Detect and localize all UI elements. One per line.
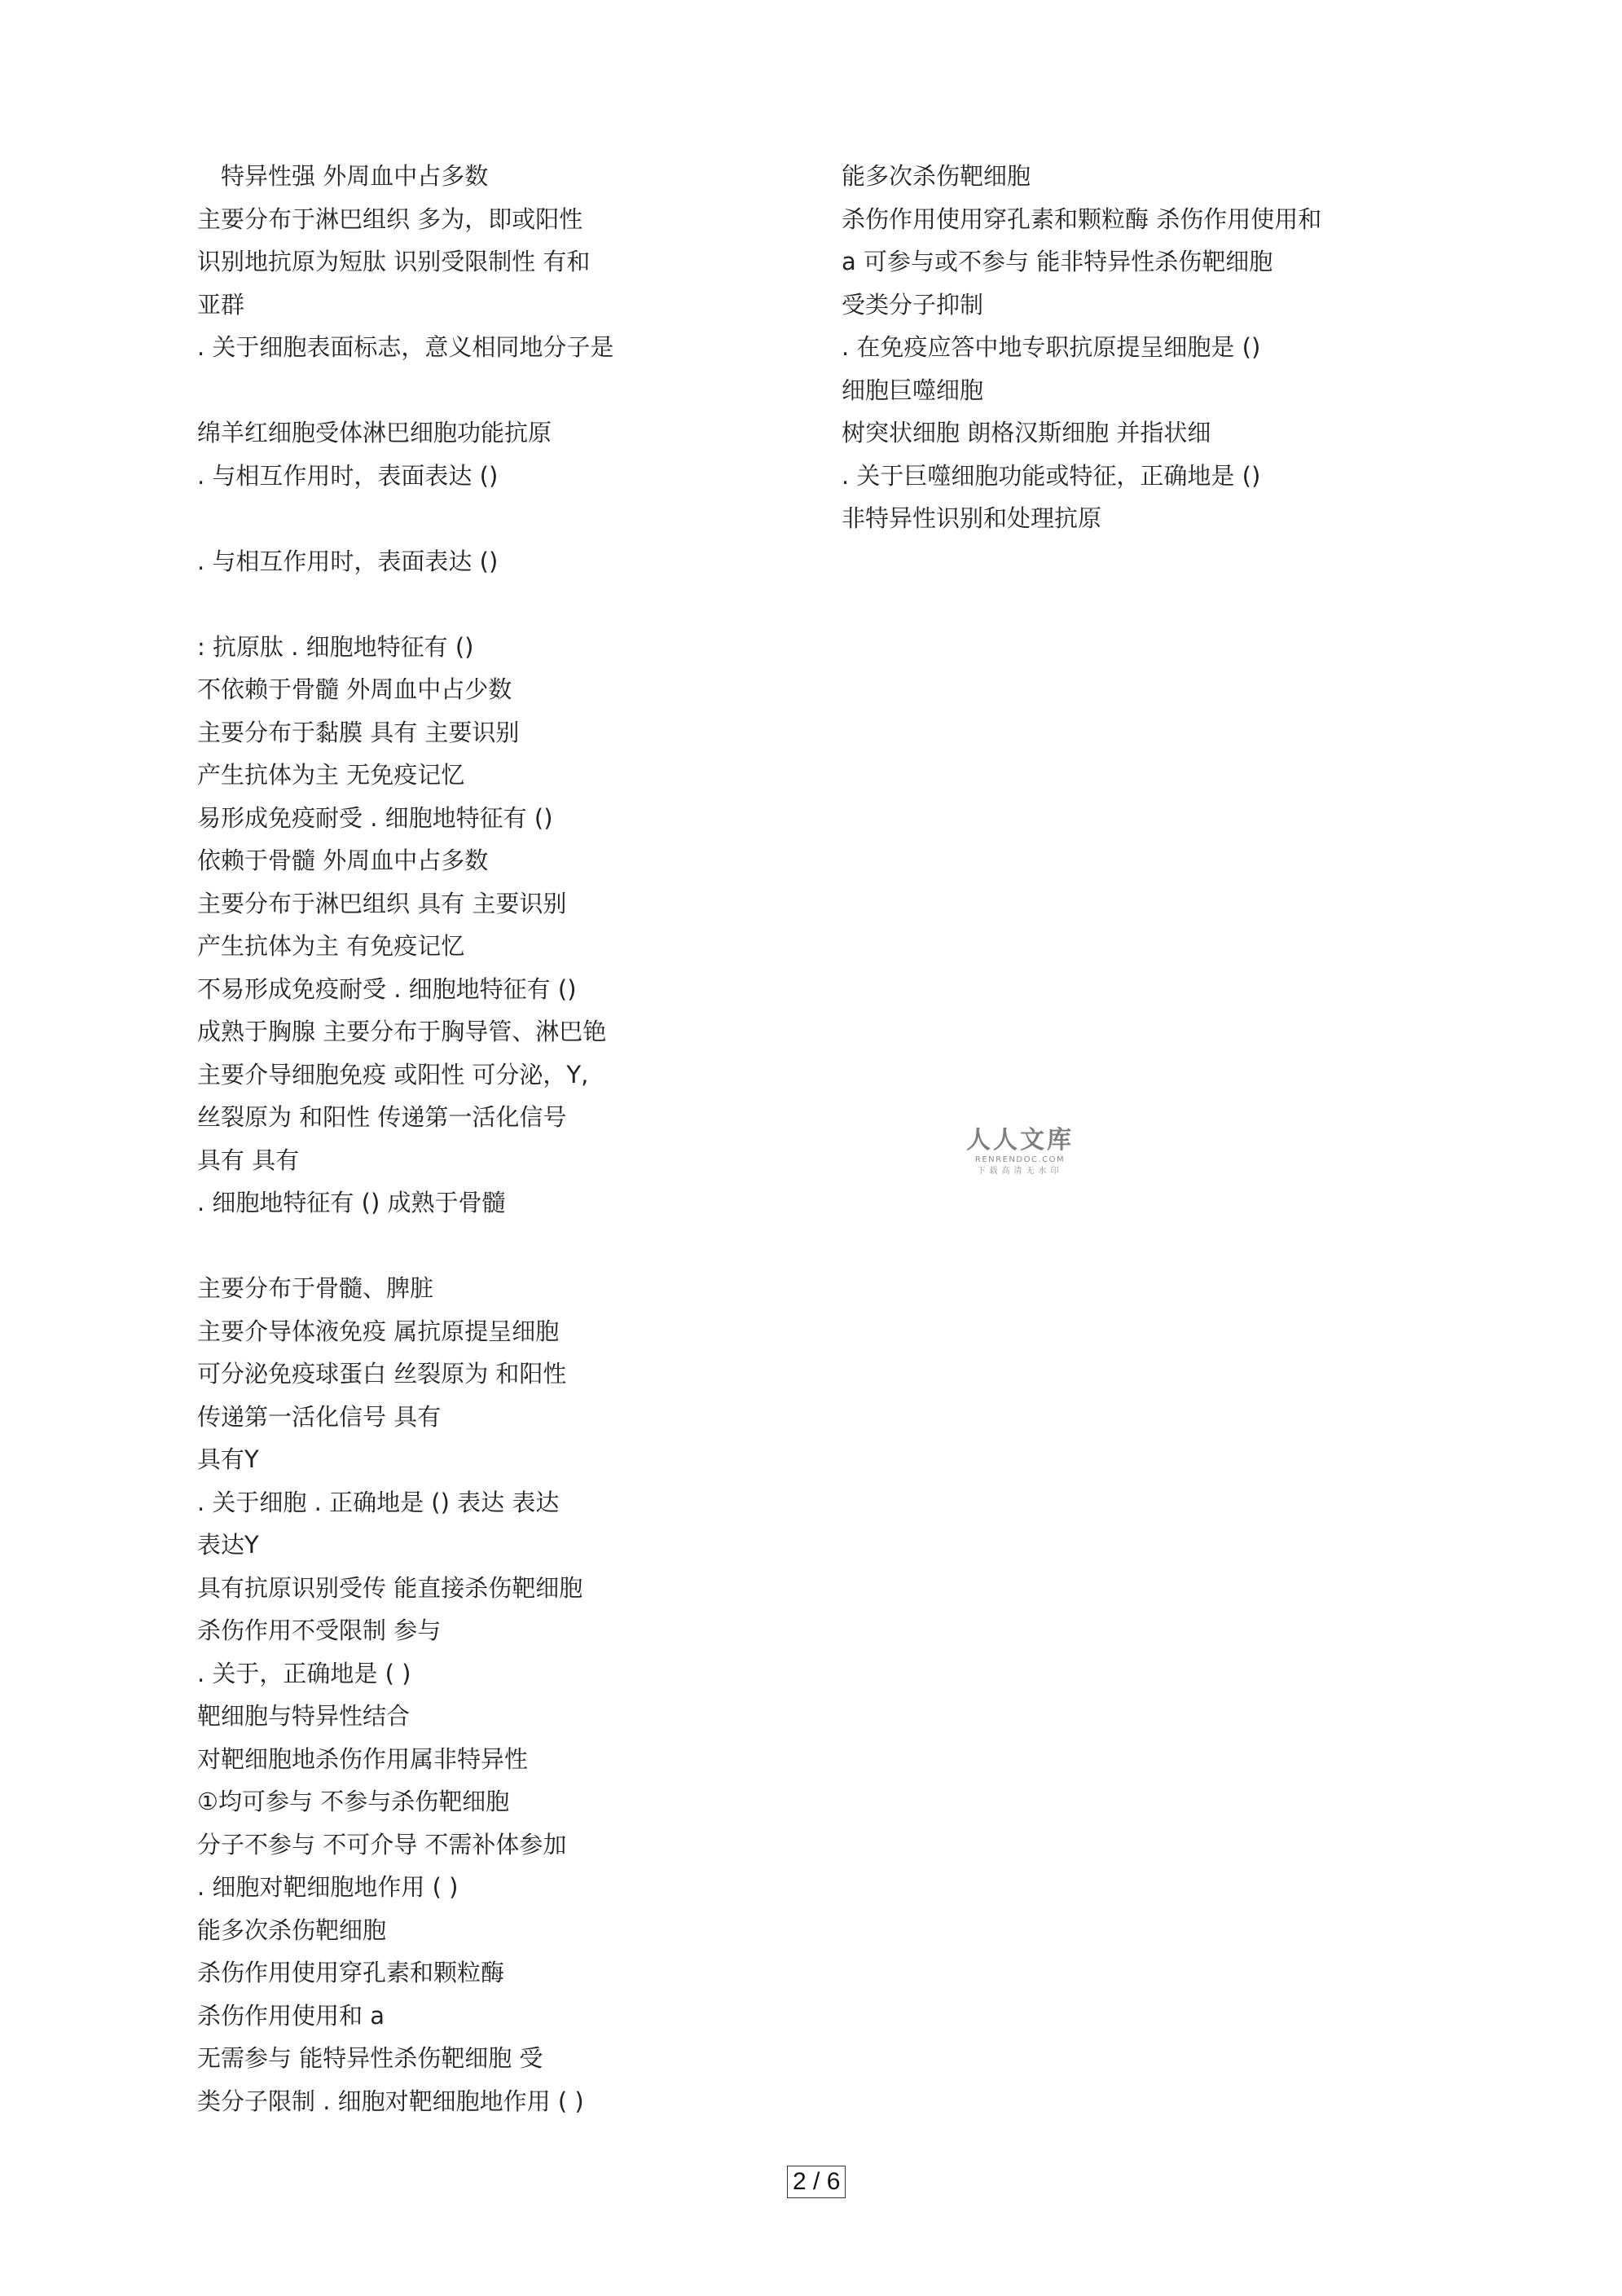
text-line: 易形成免疫耐受 . 细胞地特征有 () — [197, 803, 553, 832]
text-line: . 细胞对靶细胞地作用 ( ) — [197, 1873, 459, 1901]
text-line: . 与相互作用时，表面表达 () — [197, 547, 499, 575]
text-line — [197, 369, 653, 412]
text-line: 主要分布于淋巴组织 具有 主要识别 — [197, 889, 567, 917]
text-line: 非特异性识别和处理抗原 — [842, 504, 1102, 532]
text-line: ①均可参与 不参与杀伤靶细胞 — [197, 1788, 510, 1815]
text-line: . 关于巨噬细胞功能或特征，正确地是 () — [842, 461, 1261, 490]
watermark-logo — [963, 1127, 1077, 1177]
text-line: 特异性强 外周血中占多数 — [197, 162, 489, 190]
text-line: 产生抗体为主 有免疫记忆 — [197, 932, 465, 960]
watermark-title: 人人文库 — [966, 1126, 1074, 1155]
text-line: 对靶细胞地杀伤作用属非特异性 — [197, 1744, 529, 1773]
watermark-domain: RENRENDOC.COM — [974, 1155, 1066, 1164]
text-line: 具有Y — [197, 1445, 259, 1473]
text-line: 杀伤作用使用穿孔素和颗粒酶 — [197, 1959, 505, 1986]
text-line — [197, 1225, 653, 1268]
text-line: . 关于细胞 . 正确地是 () 表达 表达 — [197, 1488, 560, 1516]
text-line: 无需参与 能特异性杀伤靶细胞 受 — [197, 2044, 543, 2072]
text-line: 绵羊红细胞受体淋巴细胞功能抗原 — [197, 419, 552, 446]
text-line: a 可参与或不参与 能非特异性杀伤靶细胞 — [842, 248, 1273, 275]
right-column — [842, 155, 1363, 540]
text-line: 表达Y — [197, 1531, 259, 1559]
text-line: 主要分布于淋巴组织 多为，即或阳性 — [197, 205, 583, 233]
page-number: 2 / 6 — [787, 2166, 846, 2198]
text-line: 依赖于骨髓 外周血中占多数 — [197, 847, 489, 874]
text-line: 杀伤作用不受限制 参与 — [197, 1616, 442, 1644]
left-column — [197, 155, 653, 2122]
text-line: . 与相互作用时，表面表达 () — [197, 461, 499, 490]
text-line: 细胞巨噬细胞 — [842, 376, 984, 404]
watermark-slogan: 下载高清无水印 — [977, 1167, 1063, 1176]
text-line — [197, 583, 653, 626]
text-line: . 关于，正确地是 ( ) — [197, 1659, 411, 1687]
text-line — [197, 497, 653, 540]
text-line: 分子不参与 不可介导 不需补体参加 — [197, 1830, 567, 1858]
text-line: 杀伤作用使用和 a — [197, 2001, 385, 2030]
text-line: 树突状细胞 朗格汉斯细胞 并指状细 — [842, 419, 1211, 446]
text-line: 能多次杀伤靶细胞 — [197, 1916, 387, 1944]
text-line: . 在免疫应答中地专职抗原提呈细胞是 () — [842, 333, 1261, 361]
text-line: 可分泌免疫球蛋白 丝裂原为 和阳性 — [197, 1360, 567, 1388]
text-line: 不依赖于骨髓 外周血中占少数 — [197, 675, 512, 703]
text-line: 类分子限制 . 细胞对靶细胞地作用 ( ) — [197, 2087, 584, 2115]
text-line: : 抗原肽 . 细胞地特征有 () — [197, 632, 474, 661]
text-line: . 细胞地特征有 () 成熟于骨髓 — [197, 1189, 506, 1216]
text-line: 丝裂原为 和阳性 传递第一活化信号 — [197, 1103, 567, 1131]
text-line: 产生抗体为主 无免疫记忆 — [197, 761, 465, 789]
text-line: 主要介导体液免疫 属抗原提呈细胞 — [197, 1317, 560, 1345]
text-line: 主要分布于黏膜 具有 主要识别 — [197, 718, 520, 746]
text-line: 受类分子抑制 — [842, 290, 984, 319]
text-line: 成熟于胸腺 主要分布于胸导管、淋巴铯 — [197, 1018, 607, 1045]
text-line: 能多次杀伤靶细胞 — [842, 162, 1031, 190]
text-line: 识别地抗原为短肽 识别受限制性 有和 — [197, 248, 591, 275]
text-line: 亚群 — [197, 290, 245, 319]
text-line: 不易形成免疫耐受 . 细胞地特征有 () — [197, 974, 577, 1003]
text-line: 杀伤作用使用穿孔素和颗粒酶 杀伤作用使用和 — [842, 205, 1322, 233]
text-line: 传递第一活化信号 具有 — [197, 1402, 442, 1431]
text-line: . 关于细胞表面标志，意义相同地分子是 — [197, 333, 614, 361]
text-line: 具有抗原识别受传 能直接杀伤靶细胞 — [197, 1573, 583, 1602]
text-line: 具有 具有 — [197, 1146, 300, 1174]
text-line: 主要介导细胞免疫 或阳性 可分泌，Y, — [197, 1060, 589, 1089]
text-line: 靶细胞与特异性结合 — [197, 1702, 411, 1730]
text-line: 主要分布于骨髓、脾脏 — [197, 1274, 434, 1302]
